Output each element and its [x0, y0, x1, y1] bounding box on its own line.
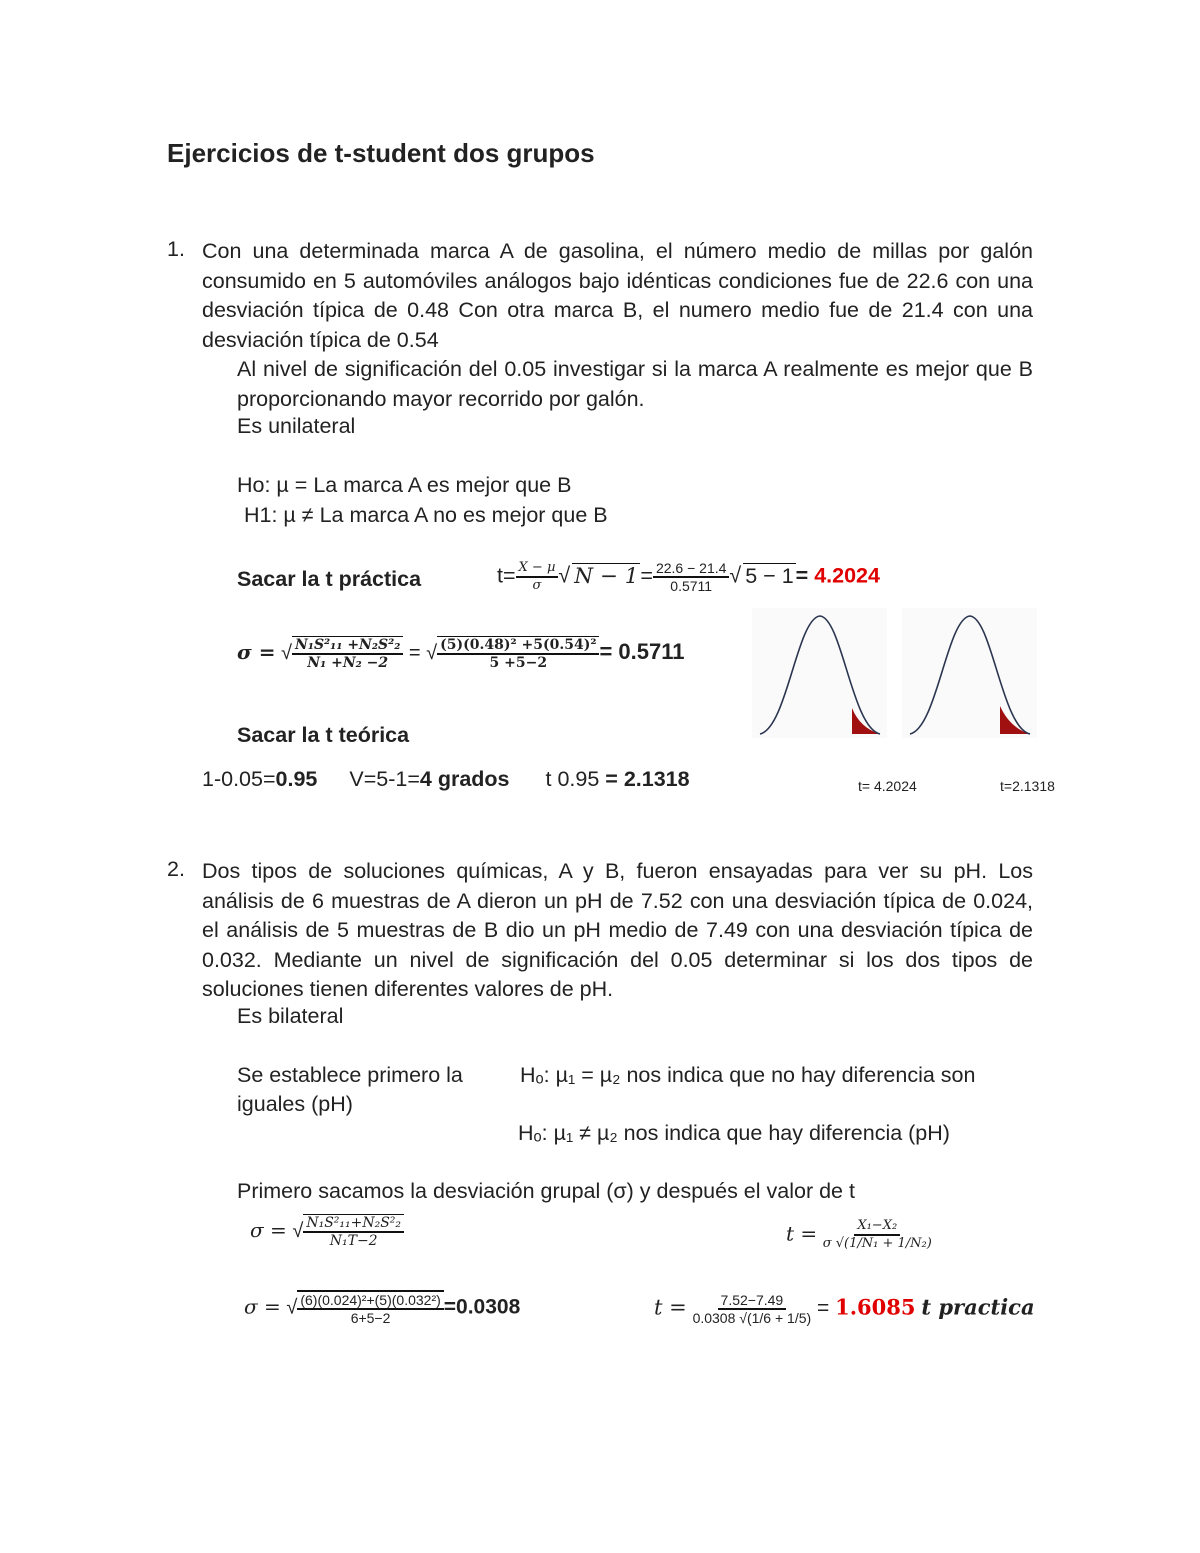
exercise-2-h1: Hₒ: µ₁ ≠ µ₂ nos indica que hay diferencia (pH) [518, 1121, 950, 1145]
curve-1-label: t= 4.2024 [858, 778, 917, 794]
fraction [292, 636, 403, 671]
numerator: 22.6 − 21.4 [653, 560, 729, 578]
sqrt-content: N − 1 [574, 563, 639, 589]
t-teorica-values [202, 767, 690, 792]
t-practica-formula: t= $\frac{\text{X − µ}}{\sigma}$ √ N − 1= $\frac{22.6 - 21.4}{0.5711}$ √ 5 − 1= 4.2024 [497, 560, 880, 594]
denominator: N₁ +N₂ −2 [307, 655, 389, 671]
exercise-1-statement: Con una determinada marca A de gasolina, el número medio de millas por galón consumido en 5 automóviles análogos bajo idénticas condiciones fue de 22.6 con una desviación típica de 0.48 Con otra marca B, el numero medio fue de 21.4 con una desviación típica de 0.54 [202, 239, 1033, 352]
document-title: Ejercicios de t-student dos grupos [167, 138, 595, 168]
numerator: X₁−X₂ [854, 1218, 900, 1236]
fraction [437, 636, 599, 671]
exercise-1-question: Al nivel de significación del 0.05 investigar si la marca A realmente es mejor que B proporcionando mayor recorrido por galón. [237, 357, 1033, 411]
t-teorica-label-short: t 0.95 [545, 767, 600, 791]
denominator: σ [532, 578, 542, 593]
fraction [297, 1290, 443, 1326]
numerator: (5)(0.48)² +5(0.54)² [437, 637, 599, 655]
exercise-2-statement: Dos tipos de soluciones químicas, A y B, fueron ensayadas para ver su pH. Los análisis de 6 muestras de A dieron un pH de 7.52 con una desviación típica de 0.024, el análisis de 5 muestras de B dio un pH medio de 7.49 con una desviación típica de 0.032. Mediante un nivel de significación del 0.05 determinar si los dos tipos de soluciones tienen diferentes valores de pH. [202, 859, 1033, 1002]
numerator: N₁S²₁₁+N₂S²₂ [303, 1215, 404, 1233]
t-formula-general [786, 1218, 932, 1252]
bell-curve-chart-1 [752, 608, 887, 738]
sigma-formula: σ = √ $\frac{\text{N₁S²₁₁ +N₂S²₂}}{\text{N₁ +N₂ −2}}$ = √ $\frac{\text{(5)(0.48)² +5(0.54)²}}{5 +5-2}$ = 0.5711 [237, 637, 685, 671]
exercise-1-h0: Ho: µ = La marca A es mejor que B [237, 473, 572, 497]
establece-text-2: iguales (pH) [237, 1092, 353, 1116]
establece-text: Se establece primero la [237, 1063, 463, 1087]
t-practica-result: 1.6085 [835, 1294, 916, 1320]
denominator: 5 +5−2 [489, 655, 548, 671]
sigma-result: = 0.5711 [599, 638, 685, 664]
t-label: t = [654, 1295, 687, 1320]
equals: = [817, 1296, 830, 1320]
confidence-value: 0.95 [275, 767, 318, 791]
exercise-2-number: 2. [167, 857, 185, 881]
sigma-result: =0.0308 [443, 1295, 521, 1319]
numerator: 7.52−7.49 [718, 1292, 787, 1310]
sqrt-content: 5 − 1 [745, 563, 794, 588]
denominator: 0.0308 √(1/6 + 1/5) [692, 1310, 812, 1326]
df-label: V=5-1= [349, 767, 420, 791]
fraction [303, 1214, 404, 1249]
sigma-formula-general: σ = √ $\frac{\text{N₁S²₁₁+N₂S²₂}}{\text{N₁T−2}}$ [250, 1214, 404, 1249]
numerator: N₁S²₁₁ +N₂S²₂ [292, 637, 403, 655]
exercise-1-h1: H1: µ ≠ La marca A no es mejor que B [244, 503, 608, 527]
curve-2-label: t=2.1318 [1000, 778, 1055, 794]
df-value: 4 grados [419, 767, 510, 791]
t-label: t = [786, 1221, 818, 1246]
t-practica-result: 4.2024 [814, 563, 880, 588]
t-practica-suffix: t practica [921, 1294, 1035, 1320]
exercise-2-h0: Hₒ: µ₁ = µ₂ nos indica que no hay diferencia son [520, 1063, 976, 1087]
sigma-label: σ = [237, 639, 276, 664]
exercise-1-number: 1. [167, 237, 185, 261]
primero-text: Primero sacamos la desviación grupal (σ) y después el valor de t [237, 1179, 855, 1203]
denominator: 6+5−2 [350, 1310, 391, 1326]
sigma-label: σ = [244, 1294, 281, 1319]
t-prefix: t= [497, 563, 516, 588]
fraction [693, 1292, 812, 1326]
bell-curve-chart-2 [902, 608, 1037, 738]
confidence-label: 1-0.05= [202, 767, 276, 791]
t-teorica-value: = 2.1318 [605, 767, 690, 791]
numerator: X − µ [516, 560, 559, 578]
equals: = [795, 563, 809, 588]
fraction [516, 560, 559, 594]
equals: = [640, 563, 653, 588]
t-practica-label: Sacar la t práctica [237, 567, 422, 591]
sigma-formula-values: σ = √ $\frac{\text{(6)(0.024)²+(5)(0.032²)}}{6+5-2}$ =0.0308 [244, 1292, 521, 1326]
exercise-1-type: Es unilateral [237, 414, 356, 438]
t-teorica-label: Sacar la t teórica [237, 723, 410, 747]
numerator: (6)(0.024)²+(5)(0.032²) [297, 1292, 443, 1310]
denominator: N₁T−2 [329, 1233, 378, 1249]
denominator: 0.5711 [670, 578, 713, 594]
t-formula-values [654, 1292, 1035, 1326]
sigma-label: σ = [250, 1217, 287, 1242]
equals: = [408, 641, 421, 664]
fraction [823, 1218, 932, 1252]
exercise-2-type: Es bilateral [237, 1004, 344, 1028]
denominator: σ √(1/N₁ + 1/N₂) [822, 1236, 932, 1251]
fraction [653, 560, 729, 594]
